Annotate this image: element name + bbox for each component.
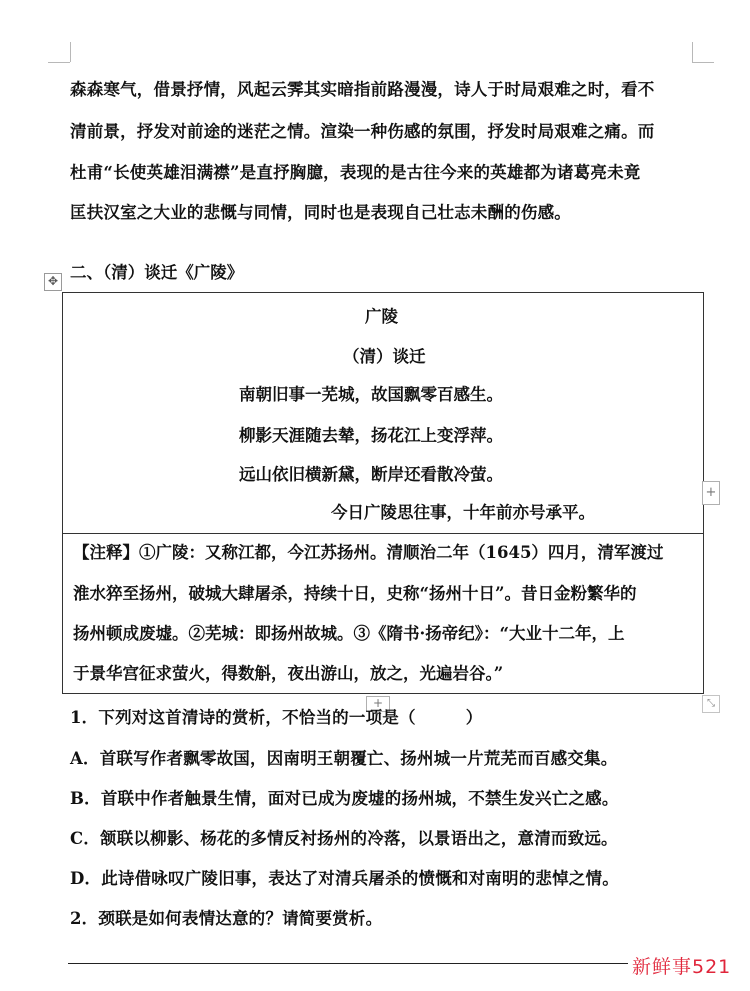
poem-line: 南朝旧事一芜城，故国飘零百感生。 — [239, 385, 503, 404]
poem-line: 远山依旧横新黛，断岸还看散冷萤。 — [239, 465, 503, 484]
poem-table-cell[interactable] — [62, 292, 704, 534]
question-line: 2．颈联是如何表情达意的？请简要赏析。 — [70, 909, 383, 928]
table-move-handle-icon[interactable]: ✥ — [44, 273, 62, 291]
page-corner-mark — [692, 42, 693, 62]
question-line: 1．下列对这首清诗的赏析，不恰当的一项是（ ） — [70, 708, 483, 727]
poem-line: 今日广陵思往事，十年前亦号承平。 — [331, 503, 595, 522]
page-corner-mark — [70, 42, 71, 62]
poem-author: （清）谈迁 — [343, 347, 426, 366]
add-row-icon[interactable]: + — [366, 696, 390, 712]
option-d: D．此诗借咏叹广陵旧事，表达了对清兵屠杀的愤慨和对南明的悲悼之情。 — [70, 869, 619, 888]
paragraph-line: 匡扶汉室之大业的悲慨与同情，同时也是表现自己壮志未酬的伤感。 — [70, 203, 571, 222]
option-a: A．首联写作者飘零故国，因南明王朝覆亡、扬州城一片荒芜而百感交集。 — [70, 749, 618, 768]
paragraph-line: 森森寒气，借景抒情，风起云霁其实暗指前路漫漫，诗人于时局艰难之时，看不 — [70, 80, 655, 99]
table-resize-icon[interactable]: ⤡ — [702, 695, 720, 713]
note-line: 淮水猝至扬州，破城大肆屠杀，持续十日，史称“扬州十日”。昔日金粉繁华的 — [73, 584, 637, 603]
page-corner-mark — [692, 62, 714, 63]
section-heading: 二、（清）谈迁《广陵》 — [70, 263, 244, 282]
paragraph-line: 杜甫“长使英雄泪满襟”是直抒胸臆，表现的是古往今来的英雄都为诸葛亮未竟 — [70, 163, 641, 182]
page-corner-mark — [48, 62, 70, 63]
option-c: C．颔联以柳影、杨花的多情反衬扬州的冷落，以景语出之，意清而致远。 — [70, 829, 618, 848]
poem-line: 柳影天涯随去辇，扬花江上变浮萍。 — [239, 426, 503, 445]
add-column-icon[interactable]: + — [702, 481, 720, 505]
paragraph-line: 清前景，抒发对前途的迷茫之情。渲染一种伤感的氛围，抒发时局艰难之痛。而 — [70, 122, 655, 141]
notes-table-cell[interactable] — [62, 533, 704, 694]
note-line: 于景华宫征求萤火，得数斛，夜出游山，放之，光遍岩谷。” — [73, 664, 504, 683]
poem-title: 广陵 — [365, 307, 398, 326]
watermark: 新鲜事521 — [632, 956, 732, 978]
note-line: 【注释】①广陵：又称江都，今江苏扬州。清顺治二年（1645）四月，清军渡过 — [73, 543, 664, 562]
note-line: 扬州顿成废墟。②芜城：即扬州故城。③《隋书·扬帝纪》：“大业十二年，上 — [73, 624, 625, 643]
bottom-divider — [68, 963, 628, 964]
option-b: B．首联中作者触景生情，面对已成为废墟的扬州城，不禁生发兴亡之感。 — [70, 789, 619, 808]
